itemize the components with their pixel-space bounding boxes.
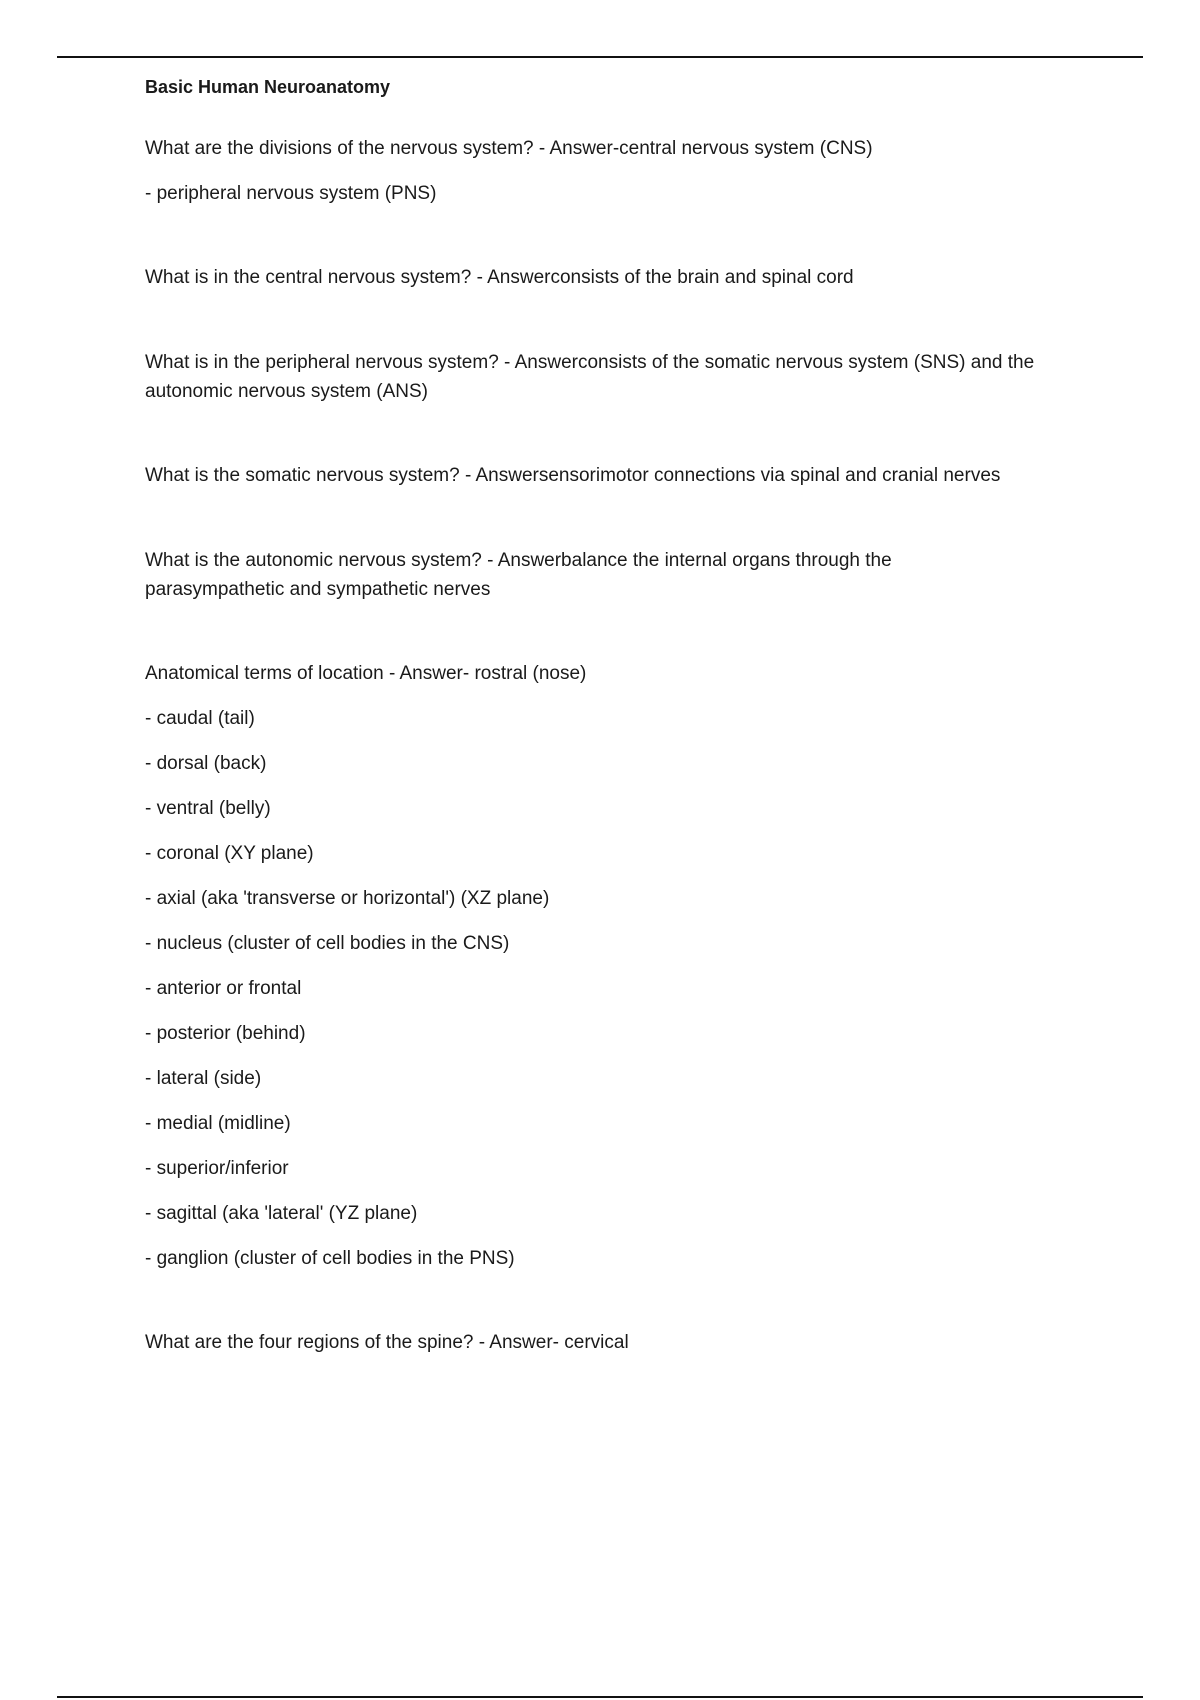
qa-line: What is in the central nervous system? - Answerconsists of the brain and spinal cord (145, 267, 854, 288)
qa-anatomical-terms (145, 660, 1095, 1273)
qa-line: What are the four regions of the spine? - Answer- cervical (145, 1332, 629, 1353)
bottom-page-rule (57, 1696, 1143, 1698)
qa-line: What is the autonomic nervous system? - Answerbalance the internal organs through the parasympathetic and sympathetic nerves (145, 550, 897, 600)
qa-line: - caudal (tail) (145, 708, 255, 729)
qa-line: Anatomical terms of location - Answer- rostral (nose) (145, 663, 587, 684)
qa-somatic-nervous-system (145, 462, 1095, 490)
qa-line: - posterior (behind) (145, 1023, 306, 1044)
qa-line: - peripheral nervous system (PNS) (145, 183, 437, 204)
qa-line: - anterior or frontal (145, 978, 302, 999)
document-body (145, 74, 1095, 1413)
qa-line: - coronal (XY plane) (145, 843, 314, 864)
qa-line: - lateral (side) (145, 1068, 262, 1089)
qa-line: - ganglion (cluster of cell bodies in the PNS) (145, 1248, 515, 1269)
qa-line: - axial (aka 'transverse or horizontal') (XZ plane) (145, 888, 550, 909)
qa-line: What are the divisions of the nervous system? - Answer-central nervous system (CNS) (145, 138, 873, 159)
document-title: Basic Human Neuroanatomy (145, 77, 391, 97)
qa-peripheral-nervous-system (145, 348, 1095, 406)
qa-line: - sagittal (aka 'lateral' (YZ plane) (145, 1203, 418, 1224)
qa-line: - dorsal (back) (145, 753, 267, 774)
qa-line: What is the somatic nervous system? - Answersensorimotor connections via spinal and cranial nerves (145, 465, 1001, 486)
qa-spine-regions (145, 1329, 1095, 1357)
qa-line: - medial (midline) (145, 1113, 291, 1134)
qa-line: - superior/inferior (145, 1158, 289, 1179)
qa-divisions (145, 135, 1095, 208)
qa-line: - ventral (belly) (145, 798, 271, 819)
qa-line: What is in the peripheral nervous system? - Answerconsists of the somatic nervous system (SNS) and the autonomic nervous system (ANS) (145, 352, 1040, 402)
qa-central-nervous-system (145, 264, 1095, 292)
qa-autonomic-nervous-system (145, 546, 1095, 604)
qa-line: - nucleus (cluster of cell bodies in the CNS) (145, 933, 510, 954)
top-page-rule (57, 56, 1143, 58)
